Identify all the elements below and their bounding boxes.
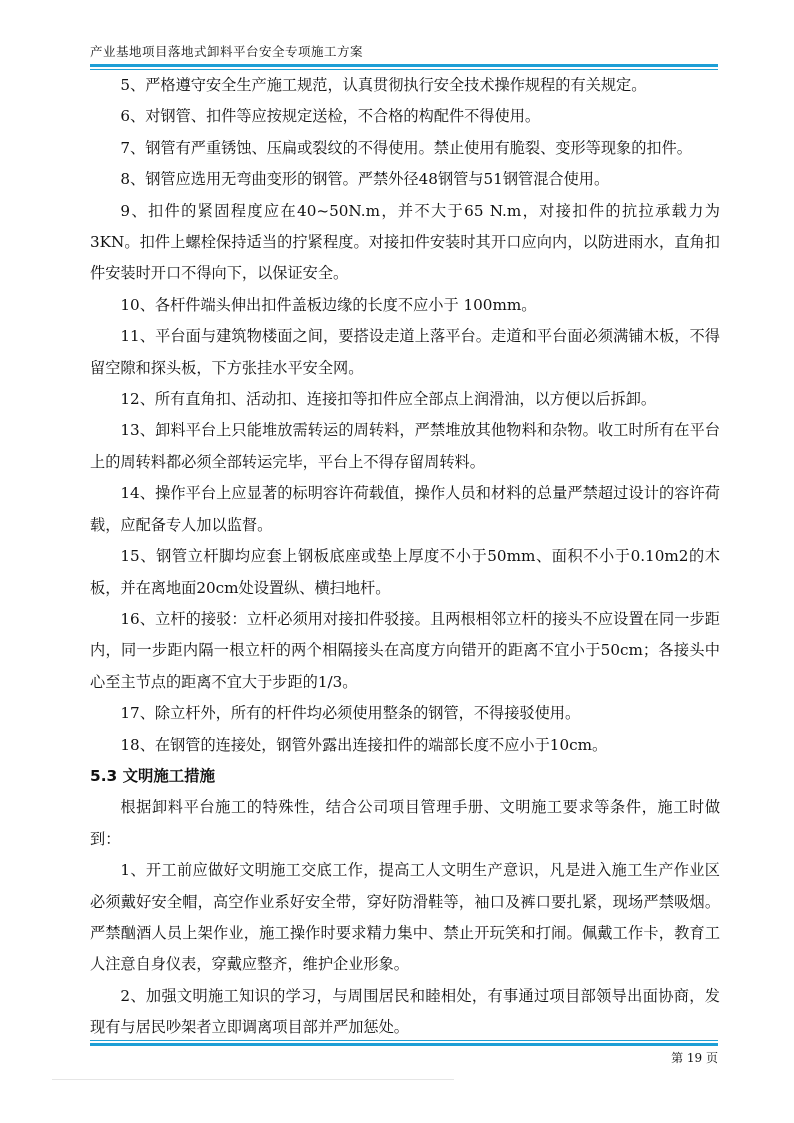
paragraph-item-8: 8、钢管应选用无弯曲变形的钢管。严禁外径48钢管与51钢管混合使用。 <box>120 170 610 189</box>
paragraph-item-11: 11、平台面与建筑物楼面之间，要搭设走道上落平台。走道和平台面必须满铺木板，不得留空隙和探头板，下方张挂水平安全网。 <box>90 327 720 377</box>
section-item-2: 2、加强文明施工知识的学习，与周围居民和睦相处，有事通过项目部领导出面协商，发现有与居民吵架者立即调离项目部并严加惩处。 <box>90 986 720 1037</box>
paragraph-item-16: 16、立杆的接驳：立杆必须用对接扣件驳接。且两根相邻立杆的接头不应设置在同一步距内，同一步距内隔一根立杆的两个相隔接头在高度方向错开的距离不宜小于50cm；各接头中心至主节点的距离不宜大于步距的1/3。 <box>90 609 720 691</box>
page-body <box>90 70 720 1044</box>
section-heading: 5.3 文明施工措施 <box>90 766 215 785</box>
paragraph-item-17: 17、除立杆外，所有的杆件均必须使用整条的钢管，不得接驳使用。 <box>120 704 581 723</box>
footer-rule-thick <box>90 1043 718 1046</box>
footer-rule-thin <box>90 1040 718 1041</box>
paragraph-item-18: 18、在钢管的连接处，钢管外露出连接扣件的端部长度不应小于10cm。 <box>120 735 608 754</box>
paragraph-item-15: 15、钢管立杆脚均应套上钢板底座或垫上厚度不小于50mm、面积不小于0.10m2的木板，并在离地面20cm处设置纵、横扫地杆。 <box>90 547 720 597</box>
paragraph-item-14: 14、操作平台上应显著的标明容许荷载值，操作人员和材料的总量严禁超过设计的容许荷载，应配备专人加以监督。 <box>90 484 720 534</box>
paragraph-item-10: 10、各杆件端头伸出扣件盖板边缘的长度不应小于 100mm。 <box>120 295 537 314</box>
paragraph-item-9: 9、扣件的紧固程度应在40~50N.m，并不大于65 N.m，对接扣件的抗拉承载力为3KN。扣件上螺栓保持适当的拧紧程度。对接扣件安装时其开口应向内，以防进雨水，直角扣件安装时开口不得向下，以保证安全。 <box>90 201 720 283</box>
faint-divider <box>52 1079 454 1080</box>
paragraph-item-13: 13、卸料平台上只能堆放需转运的周转料，严禁堆放其他物料和杂物。收工时所有在平台上的周转料都必须全部转运完毕，平台上不得存留周转料。 <box>90 421 720 471</box>
section-intro: 根据卸料平台施工的特殊性，结合公司项目管理手册、文明施工要求等条件，施工时做到： <box>90 798 720 848</box>
page-header <box>90 44 718 60</box>
document-title: 产业基地项目落地式卸料平台安全专项施工方案 <box>90 44 364 59</box>
paragraph-item-7: 7、钢管有严重锈蚀、压扁或裂纹的不得使用。禁止使用有脆裂、变形等现象的扣件。 <box>120 138 692 157</box>
page-number: 第 19 页 <box>671 1051 718 1065</box>
paragraph-item-5: 5、严格遵守安全生产施工规范，认真贯彻执行安全技术操作规程的有关规定。 <box>120 76 647 94</box>
section-item-1: 1、开工前应做好文明施工交底工作，提高工人文明生产意识，凡是进入施工生产作业区必须戴好安全帽，高空作业系好安全带，穿好防滑鞋等，袖口及裤口要扎紧，现场严禁吸烟。严禁酗酒人员上架作业，施工操作时要求精力集中、禁止开玩笑和打闹。佩戴工作卡，教育工人注意自身仪表，穿戴应整齐，维护企业形象。 <box>90 861 720 974</box>
header-rule-thick <box>90 64 718 67</box>
paragraph-item-6: 6、对钢管、扣件等应按规定送检，不合格的构配件不得使用。 <box>120 107 541 126</box>
paragraph-item-12: 12、所有直角扣、活动扣、连接扣等扣件应全部点上润滑油，以方便以后拆卸。 <box>120 390 657 409</box>
